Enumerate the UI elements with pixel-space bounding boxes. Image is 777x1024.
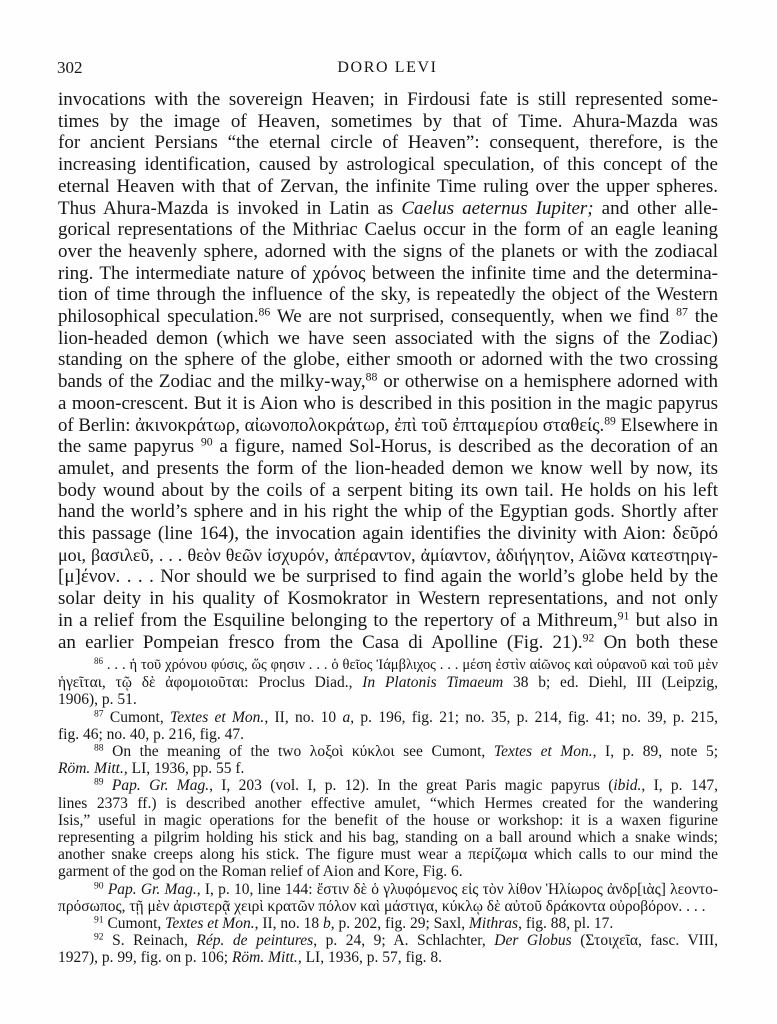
text-run: Cumont, xyxy=(107,915,166,933)
body-line xyxy=(58,306,718,328)
text-run: invocations with the sovereign Heaven; in Firdousi fate is still represented some- xyxy=(58,89,718,110)
body-line xyxy=(58,328,718,350)
text-run: but also in xyxy=(629,609,718,631)
text-run: On the meaning of the two λοξοὶ κύκλοι see Cumont, xyxy=(112,743,494,761)
footnote xyxy=(58,657,718,709)
body-line xyxy=(58,436,718,458)
italic-run: In Platonis Timaeum xyxy=(362,674,504,692)
text-run: bands of the Zodiac and the milky-way, xyxy=(58,371,366,393)
body-line xyxy=(58,415,718,437)
body-line xyxy=(58,501,718,523)
footnote-line xyxy=(58,657,718,674)
body-line xyxy=(58,458,718,480)
footnote xyxy=(58,881,718,915)
italic-run: Textes et Mon. xyxy=(493,743,593,761)
body-line xyxy=(58,523,718,545)
body-text xyxy=(58,89,718,653)
body-line xyxy=(58,566,718,588)
text-run: representing a pilgrim holding his stick and his bag, standing on a ball around which a snake winds; xyxy=(58,829,718,847)
footnote-reference: 88 xyxy=(365,370,378,384)
footnote-reference: 90 xyxy=(200,435,213,449)
body-line xyxy=(58,111,718,133)
text-run: ring. The intermediate nature of χρόνος between the infinite time and the determina- xyxy=(58,262,718,284)
body-line xyxy=(58,284,718,306)
text-run: gorical representations of the Mithriac Caelus occur in the form of an eagle leaning xyxy=(58,219,718,241)
footnote-number: 86 xyxy=(94,656,103,667)
italic-run: ibid. xyxy=(613,777,642,795)
body-line xyxy=(58,632,718,654)
text-run: eternal Heaven with that of Zervan, the infinite Time ruling over the upper spheres. xyxy=(58,175,718,197)
footnote-line xyxy=(58,760,718,777)
footnote-line xyxy=(58,829,718,846)
footnote-line xyxy=(58,709,718,726)
footnote-line xyxy=(58,812,718,829)
footnote-number: 89 xyxy=(94,777,104,789)
text-run: of Berlin: ἀκινοκράτωρ, αἰωνοπολοκράτωρ, ἐπὶ τοῦ ἐπταμερίου σταθείς. xyxy=(58,414,605,436)
italic-run: Mithras xyxy=(469,915,519,933)
footnote xyxy=(58,743,718,777)
italic-run: Textes et Mon. xyxy=(165,915,255,933)
text-run: a moon-crescent. But it is Aion who is described in this position in the magic papyrus xyxy=(58,392,718,414)
text-run: standing on the sphere of the globe, either smooth or adorned with the two crossing xyxy=(58,349,718,371)
footnote-reference: 91 xyxy=(617,609,630,623)
italic-run: Röm. Mitt. xyxy=(58,760,124,778)
footnote-line xyxy=(58,777,718,794)
footnote-reference: 92 xyxy=(582,631,595,645)
text-run: or otherwise on a hemisphere adorned with xyxy=(377,371,718,393)
text-run: , I, p. 147, xyxy=(641,777,718,795)
italic-run: Textes et Mon. xyxy=(170,708,265,726)
body-line xyxy=(58,198,718,220)
body-line xyxy=(58,176,718,198)
text-run: a figure, named Sol-Horus, is described as the decoration of an xyxy=(212,436,719,458)
text-run: , p. 196, fig. 21; no. 35, p. 214, fig. 41; no. 39, p. 215, xyxy=(350,708,718,726)
body-line xyxy=(58,263,718,285)
text-run: ἡγεῖται, τῷ δὲ ἀφομοιοῦται: Proclus Diad., xyxy=(58,674,363,692)
body-line xyxy=(58,89,718,111)
text-run: garment of the god on the Roman relief of Aion and Kore, Fig. 6. xyxy=(58,863,463,881)
text-run: 1927), p. 99, fig. on p. 106; xyxy=(58,949,232,967)
text-run: this passage (line 164), the invocation again identifies the divinity with Aion: δεῦρό xyxy=(58,523,718,545)
body-line xyxy=(58,349,718,371)
text-run: , II, no. 18 xyxy=(254,915,324,933)
text-run: , I, p. 89, note 5; xyxy=(592,743,719,761)
text-run: fig. 46; no. 40, p. 216, fig. 47. xyxy=(58,725,244,743)
text-run: and other alle- xyxy=(593,197,718,219)
footnote-line xyxy=(58,932,718,949)
text-run: over the heavenly sphere, adorned with the signs of the planets or with the zodiacal xyxy=(58,240,718,262)
italic-run: a xyxy=(342,708,351,726)
text-run: πρόσωπος, τῇ μὲν ἀριστερᾷ χειρὶ κρατῶν πόλον καὶ μάστιγα, κύκλῳ δὲ αὐτοῦ δράκοντα οὐροβόρον. . . . xyxy=(58,897,706,915)
footnote-line xyxy=(58,846,718,863)
italic-run: b xyxy=(323,915,331,933)
text-run: , p. 202, fig. 29; Saxl, xyxy=(330,915,469,933)
text-run: Elsewhere in xyxy=(615,414,719,436)
body-line xyxy=(58,371,718,393)
footnote-reference: 86 xyxy=(258,305,271,319)
text-run: Isis,” useful in magic operations for the benefit of the house or workshop: it is a waxen figurine xyxy=(58,811,718,829)
text-run: , p. 24, 9; A. Schlachter, xyxy=(313,932,495,950)
text-run: body wound about by the coils of a serpent biting its own tail. He holds on his left xyxy=(58,479,718,501)
body-line xyxy=(58,545,718,567)
footnote-line xyxy=(58,949,718,966)
footnote-line xyxy=(58,863,718,880)
text-run: 1906), p. 51. xyxy=(58,691,137,709)
italic-run: Röm. Mitt. xyxy=(231,949,298,967)
text-run: , fig. 88, pl. 17. xyxy=(518,915,614,933)
text-run: , II, no. 10 xyxy=(264,708,343,726)
body-line xyxy=(58,219,718,241)
running-title: DORO LEVI xyxy=(337,59,438,76)
footnote-line xyxy=(58,795,718,812)
text-run: 38 b; ed. Diehl, III (Leipzig, xyxy=(503,674,719,692)
body-line xyxy=(58,154,718,176)
text-run: hand the world’s sphere and in his right the whip of the Egyptian gods. Shortly after xyxy=(58,501,718,523)
italic-run: Caelus aeternus Iupiter; xyxy=(401,197,594,219)
footnote xyxy=(58,709,718,743)
text-run: μοι, βασιλεῦ, . . . θεὸν θεῶν ἰσχυρόν, ἀπέραντον, ἀμίαντον, ἀδιήγητον, Αἰῶνα κατεστηριγ- xyxy=(58,544,718,565)
footnote-line xyxy=(58,915,718,932)
footnote-line xyxy=(58,743,718,760)
text-run: increasing identification, caused by astrological speculation, of this concept of the xyxy=(58,154,718,176)
text-run: for ancient Persians “the eternal circle of Heaven”: consequent, therefore, is the xyxy=(58,132,718,154)
text-run: [μ]ένον. . . . Nor should we be surprised to find again the world’s globe held by the xyxy=(58,566,718,588)
text-run: . . . ἡ τοῦ χρόνου φύσις, ὥς φησιν . . . ὁ θεῖος Ἰάμβλιχος . . . μέση ἐστὶν αἰῶνος καὶ οὐρανοῦ καὶ τοῦ μὲν xyxy=(106,657,718,673)
footnote-reference: 87 xyxy=(676,305,688,319)
footnote-line xyxy=(58,898,718,915)
text-run: Thus Ahura-Mazda is invoked in Latin as xyxy=(58,197,402,219)
running-header xyxy=(57,57,718,79)
body-line xyxy=(58,588,718,610)
text-run: , LI, 1936, p. 57, fig. 8. xyxy=(297,949,443,967)
italic-run: Der Globus xyxy=(494,932,572,950)
footnote-number: 88 xyxy=(94,742,104,754)
text-run: the xyxy=(687,306,719,328)
page-number: 302 xyxy=(57,58,83,77)
text-run: On both these xyxy=(594,631,718,653)
footnote-line xyxy=(58,881,718,898)
italic-run: Pap. Gr. Mag. xyxy=(107,880,197,898)
text-run: the same papyrus xyxy=(58,436,201,458)
text-run: , I, 203 (vol. I, p. 12). In the great Paris magic papyrus ( xyxy=(209,777,614,795)
footnote xyxy=(58,932,718,966)
footnote xyxy=(58,915,718,932)
body-line xyxy=(58,393,718,415)
text-run: , I, p. 10, line 144: ἔστιν δὲ ὁ γλυφόμενος εἰς τὸν λίθον Ἡλίωρος ἀνδρ[ιὰς] λεοντο- xyxy=(196,880,719,898)
footnote-number: 90 xyxy=(94,880,104,892)
body-line xyxy=(58,610,718,632)
text-run: (Στοιχεῖα, fasc. VIII, xyxy=(571,932,719,950)
body-line xyxy=(58,480,718,502)
footnote-reference: 89 xyxy=(604,414,616,428)
footnote-line xyxy=(58,691,718,708)
footnote-line xyxy=(58,726,718,743)
footnote-line xyxy=(58,674,718,691)
text-run: S. Reinach, xyxy=(112,932,197,950)
text-run: lion-headed demon (which we have seen associated with the signs of the Zodiac) xyxy=(58,327,718,349)
italic-run: Pap. Gr. Mag. xyxy=(111,777,210,795)
footnote-number: 87 xyxy=(94,708,104,720)
footnote-number: 92 xyxy=(94,931,104,943)
text-run: Cumont, xyxy=(109,708,171,726)
text-run: , LI, 1936, pp. 55 f. xyxy=(123,760,245,778)
footnote-number: 91 xyxy=(94,914,104,926)
text-run: times by the image of Heaven, sometimes by that of Time. Ahura-Mazda was xyxy=(58,110,718,132)
text-run: another snake creeps along his stick. The figure must wear a περίζωμα which calls to our mind the xyxy=(58,846,718,864)
text-run: We are not surprised, consequently, when we find xyxy=(270,306,677,328)
text-run: an earlier Pompeian fresco from the Casa di Apolline (Fig. 21). xyxy=(58,631,583,653)
text-run: tion of time through the influence of the sky, is repeatedly the object of the Western xyxy=(58,284,718,306)
text-run: amulet, and presents the form of the lion-headed demon we know well by now, its xyxy=(58,457,718,479)
text-run: philosophical speculation. xyxy=(58,306,259,328)
footnote xyxy=(58,777,718,880)
text-run: lines 2373 ff.) is described another effective amulet, “which Hermes created for the wandering xyxy=(58,794,718,812)
footnotes xyxy=(58,657,718,967)
body-line xyxy=(58,132,718,154)
body-line xyxy=(58,241,718,263)
text-run: solar deity in his quality of Kosmokrator in Western representations, and not only xyxy=(58,588,718,610)
italic-run: Rép. de peintures xyxy=(196,932,314,950)
text-run: in a relief from the Esquiline belonging to the repertory of a Mithreum, xyxy=(58,609,618,631)
